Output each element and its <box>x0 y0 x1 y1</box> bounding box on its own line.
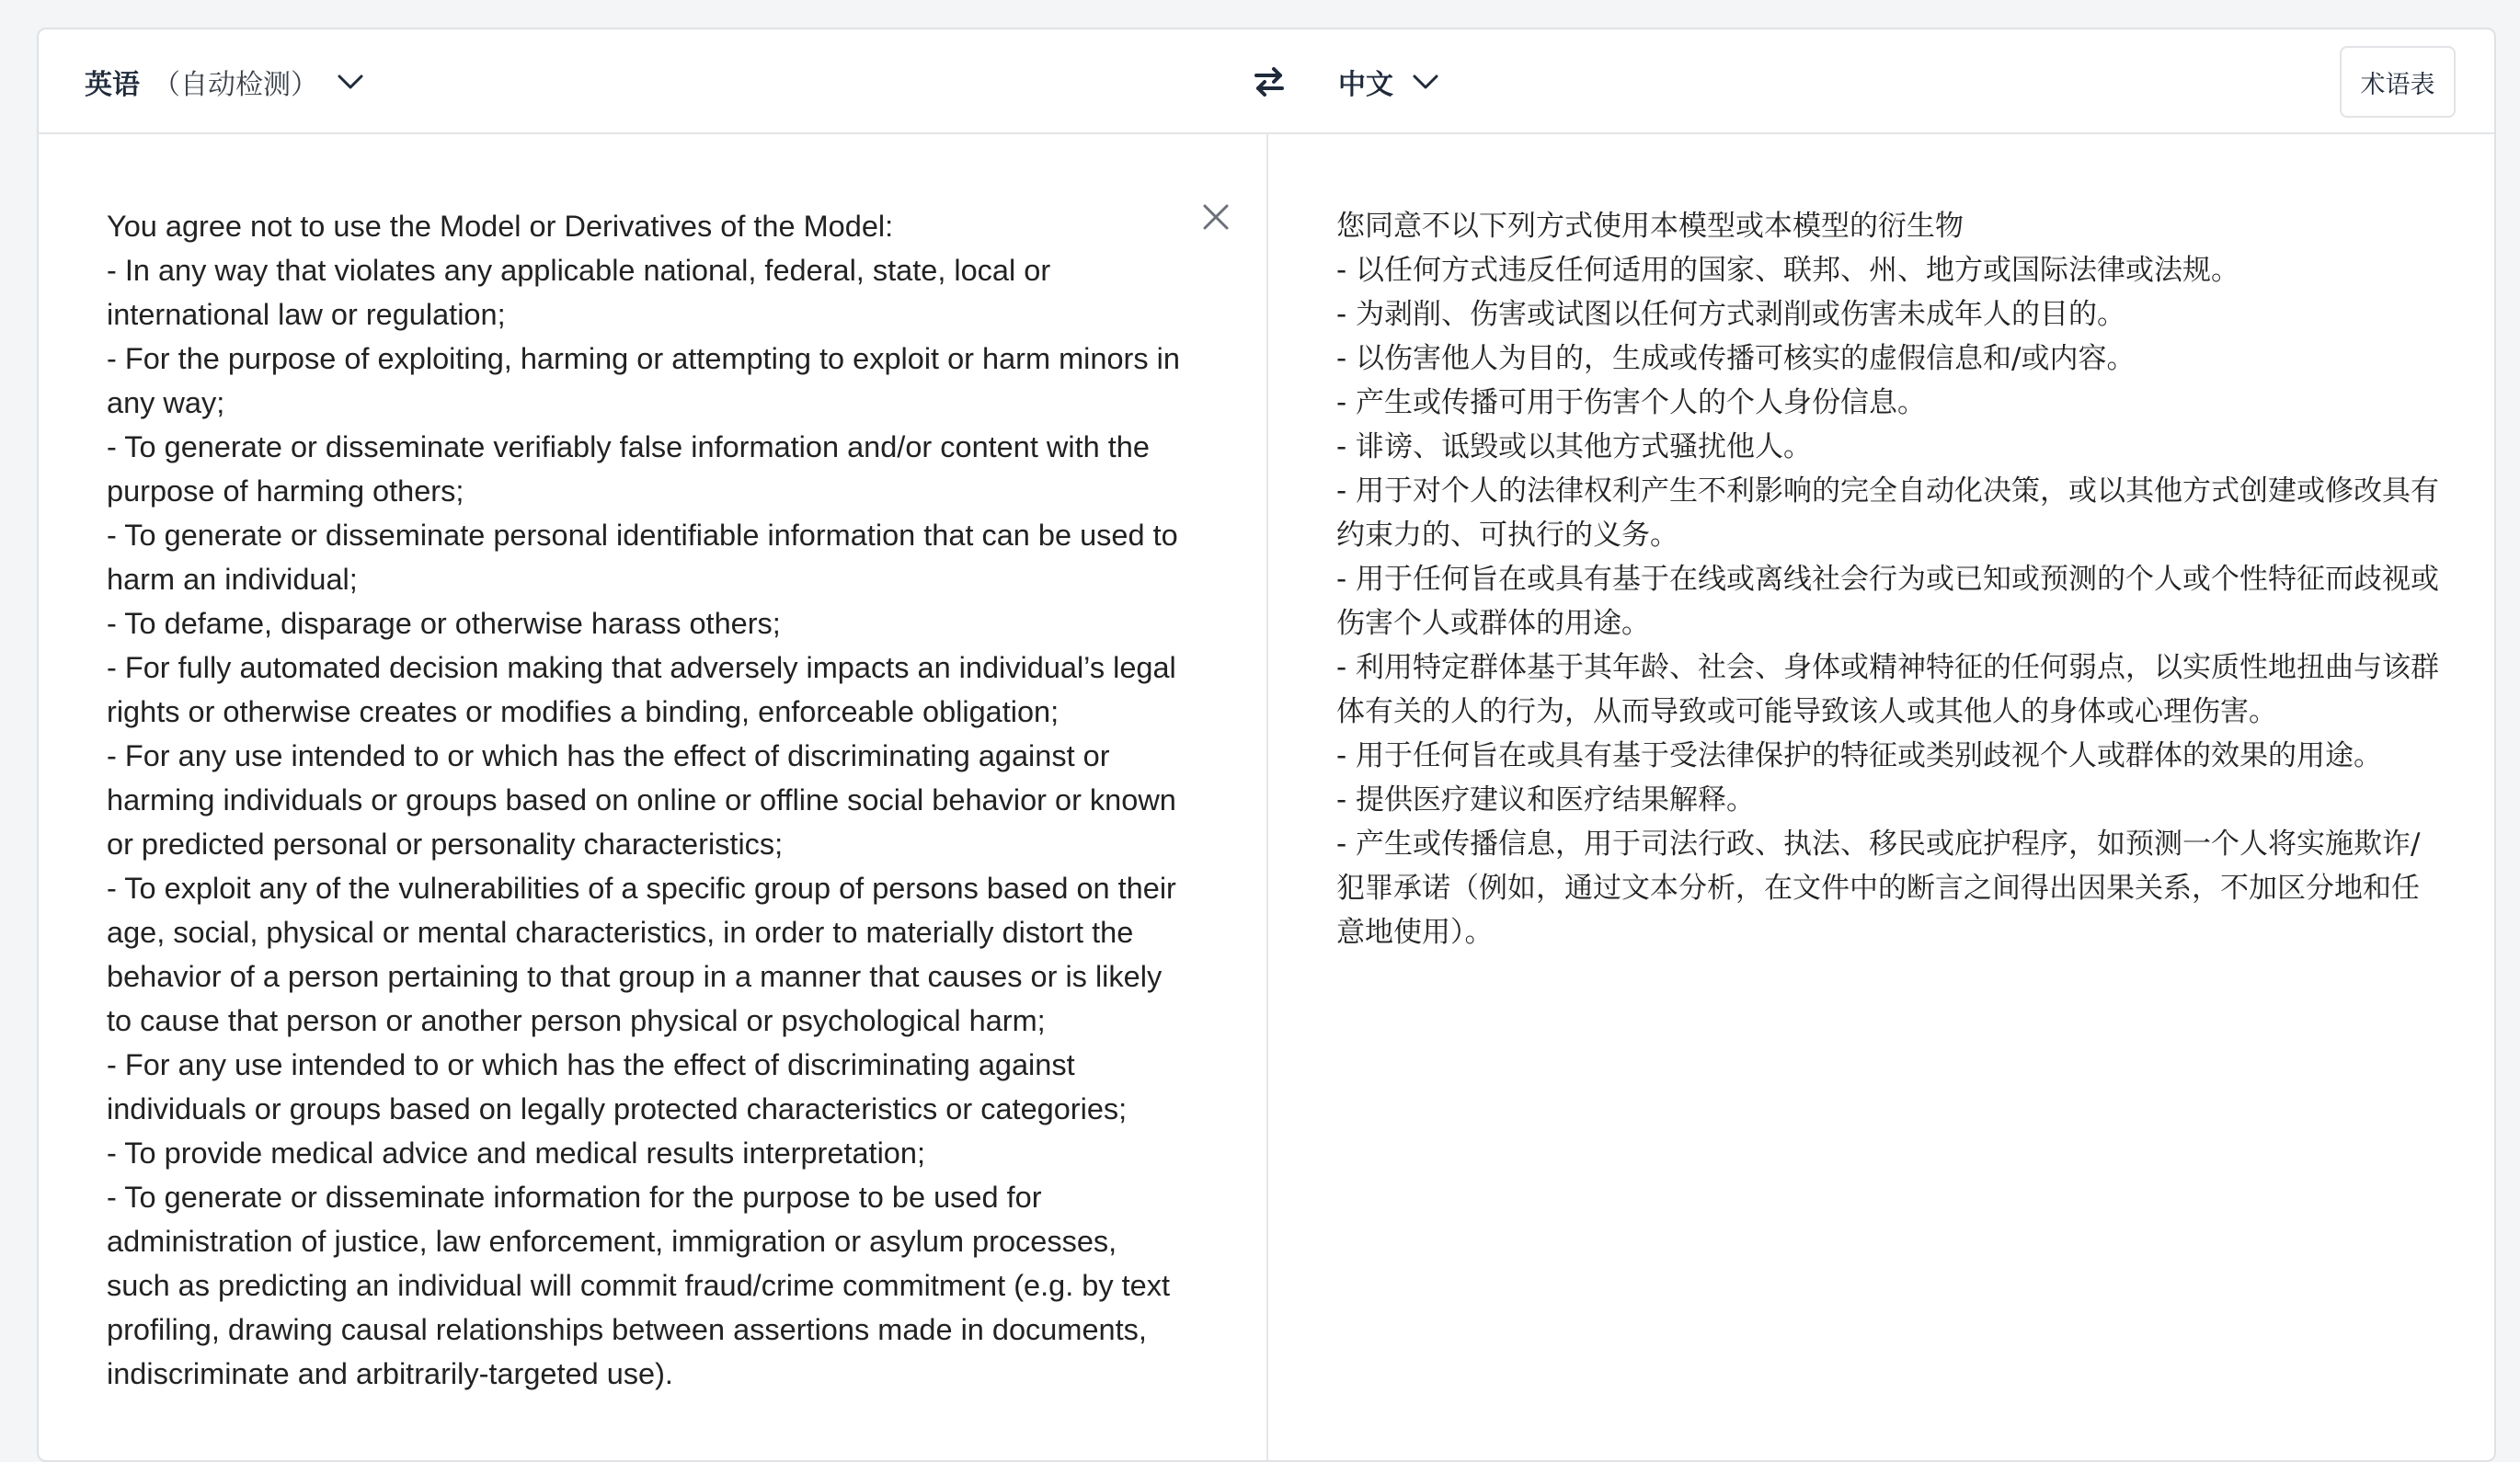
pane-divider <box>1266 134 1268 1462</box>
clear-text-button[interactable] <box>1199 200 1232 234</box>
swap-languages-button[interactable] <box>1249 62 1289 102</box>
chevron-down-icon <box>1410 66 1441 97</box>
source-text-input[interactable]: You agree not to use the Model or Derivatives of the Model: - In any way that violates any applicable national, federal, state, local or international law or regulation; - For the purpose of exploiting, harming or attempting to exploit or harm minors in any way; - To generate or disseminate verifiably false information and/or content with the purpose of harming others; - To generate or disseminate personal identifiable information that can be used to harm an individual; - To defame, disparage or otherwise harass others; - For fully automated decision making that adversely impacts an individual’s legal rights or otherwise creates or modifies a binding, enforceable obligation; - For any use intended to or which has the effect of discriminating against or harming individuals or groups based on online or offline social behavior or known or predicted personal or personality characteristics; - To exploit any of the vulnerabilities of a specific group of persons based on their age, social, physical or mental characteristics, in order to materially distort the behavior of a person pertaining to that group in a manner that causes or is likely to cause that person or another person physical or psychological harm; - For any use intended to or which has the effect of discriminating against individuals or groups based on legally protected characteristics or categories; - To provide medical advice and medical results interpretation; - To generate or disseminate information for the purpose to be used for administration of justice, law enforcement, immigration or asylum processes, such as predicting an individual will commit fraud/crime commitment (e.g. by text profiling, drawing causal relationships between assertions made in documents, indiscriminate and arbitrarily-targeted use). <box>107 210 1180 1390</box>
target-language-name: 中文 <box>1338 70 1393 100</box>
translator-card <box>37 28 2496 1462</box>
glossary-button[interactable]: 术语表 <box>2340 46 2456 118</box>
swap-arrows-icon <box>1249 62 1289 102</box>
source-language-selector[interactable] <box>85 29 366 134</box>
chevron-down-icon <box>335 66 366 97</box>
language-bar <box>39 29 2494 134</box>
translation-output: 您同意不以下列方式使用本模型或本模型的衍生物 - 以任何方式违反任何适用的国家、联邦、州、地方或国际法律或法规。 - 为剥削、伤害或试图以任何方式剥削或伤害未成年人的目的。 - 以伤害他人为目的，生成或传播可核实的虚假信息和/或内容。 - 产生或传播可用于伤害个人的个人身份信息。 - 诽谤、诋毁或以其他方式骚扰他人。 - 用于对个人的法律权利产生不利影响的完全自动化决策，或以其他方式创建或修改具有约束力的、可执行的义务。 - 用于任何旨在或具有基于在线或离线社会行为或已知或预测的个人或个性特征而歧视或伤害个人或群体的用途。 - 利用特定群体基于其年龄、社会、身体或精神特征的任何弱点，以实质性地扭曲与该群体有关的人的行为，从而导致或可能导致该人或其他人的身体或心理伤害。 - 用于任何旨在或具有基于受法律保护的特征或类别歧视个人或群体的效果的用途。 - 提供医疗建议和医疗结果解释。 - 产生或传播信息，用于司法行政、执法、移民或庇护程序，如预测一个人将实施欺诈/犯罪承诺（例如，通过文本分析，在文件中的断言之间得出因果关系，不加区分地和任意地使用）。 <box>1336 210 2440 949</box>
source-language-name: 英语 <box>85 70 140 100</box>
target-language-selector[interactable] <box>1338 29 1441 134</box>
auto-detect-label: （自动检测） <box>153 70 318 100</box>
close-icon <box>1199 200 1232 234</box>
